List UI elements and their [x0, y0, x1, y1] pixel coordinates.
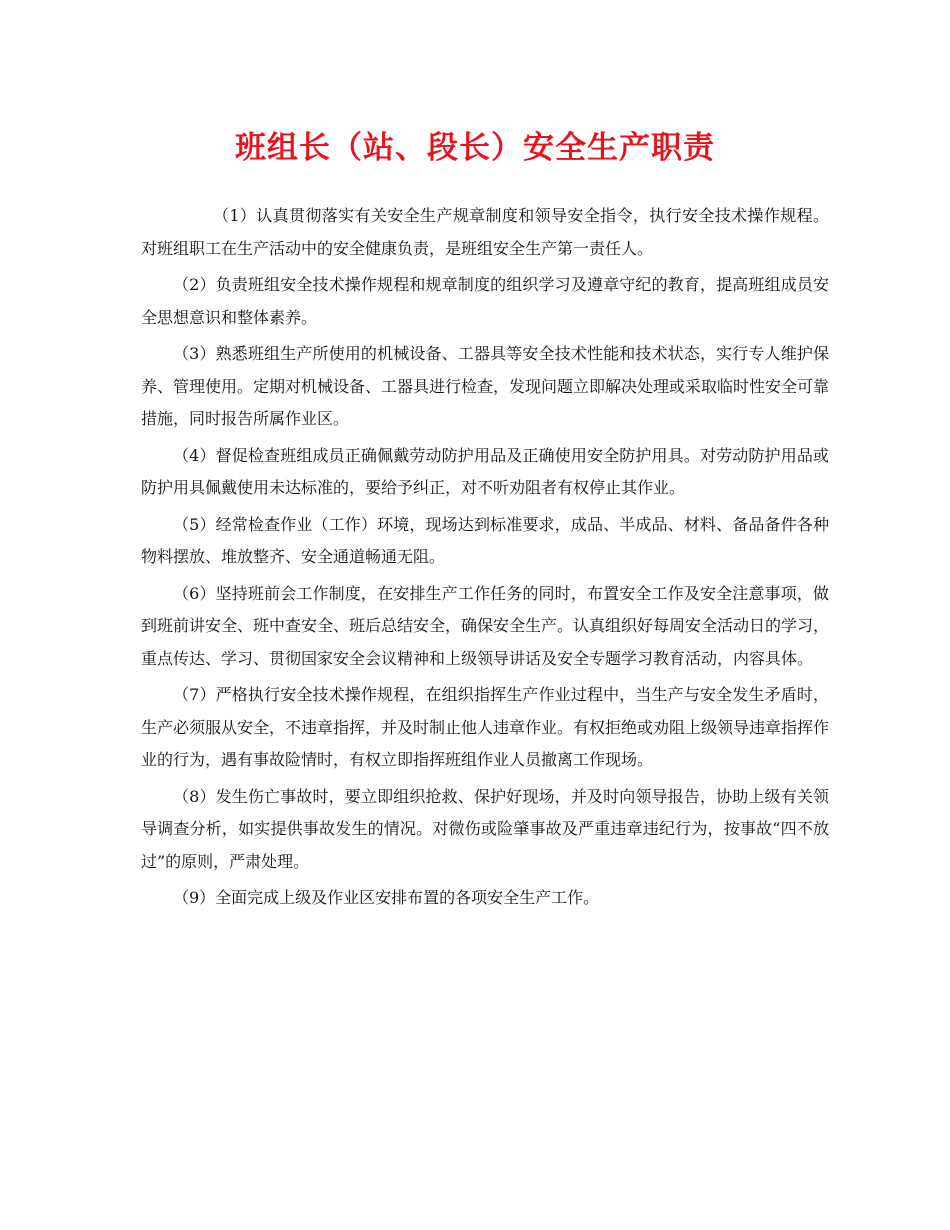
paragraph-8: （8）发生伤亡事故时，要立即组织抢救、保护好现场，并及时向领导报告，协助上级有关领导调查分析，如实提供事故发生的情况。对微伤或险肇事故及严重违章违纪行为，按事故“四不放过”的原则，严肃处理。	[141, 786, 829, 871]
paragraph-1: （1）认真贯彻落实有关安全生产规章制度和领导安全指令，执行安全技术操作规程。对班组职工在生产活动中的安全健康负责，是班组安全生产第一责任人。	[141, 206, 829, 258]
paragraph-9: （9）全面完成上级及作业区安排布置的各项安全生产工作。	[173, 888, 600, 907]
paragraph-3: （3）熟悉班组生产所使用的机械设备、工器具等安全技术性能和技术状态，实行专人维护保养、管理使用。定期对机械设备、工器具进行检查，发现问题立即解决处理或采取临时性安全可靠措施，同时报告所属作业区。	[141, 344, 830, 428]
document-title: 班组长（站、段长）安全生产职责	[235, 130, 715, 166]
paragraph-2: （2）负责班组安全技术操作规程和规章制度的组织学习及遵章守纪的教育，提高班组成员安全思想意识和整体素养。	[141, 275, 829, 327]
paragraph-5: （5）经常检查作业（工作）环境，现场达到标准要求，成品、半成品、材料、备品备件各种物料摆放、堆放整齐、安全通道畅通无阻。	[141, 514, 829, 566]
paragraph-6: （6）坚持班前会工作制度，在安排生产工作任务的同时，布置安全工作及安全注意事项，做到班前讲安全、班中查安全、班后总结安全，确保安全生产。认真组织好每周安全活动日的学习，重点传达、学习、贯彻国家安全会议精神和上级领导讲话及安全专题学习教育活动，内容具体。	[141, 583, 830, 668]
paragraph-7: （7）严格执行安全技术操作规程，在组织指挥生产作业过程中，当生产与安全发生矛盾时，生产必须服从安全，不违章指挥，并及时制止他人违章作业。有权拒绝或劝阻上级领导违章指挥作业的行为，遇有事故险情时，有权立即指挥班组作业人员撤离工作现场。	[141, 685, 830, 769]
paragraph-4: （4）督促检查班组成员正确佩戴劳动防护用品及正确使用安全防护用具。对劳动防护用品或防护用具佩戴使用未达标准的，要给予纠正，对不听劝阻者有权停止其作业。	[141, 445, 829, 497]
document-body	[141, 200, 829, 919]
